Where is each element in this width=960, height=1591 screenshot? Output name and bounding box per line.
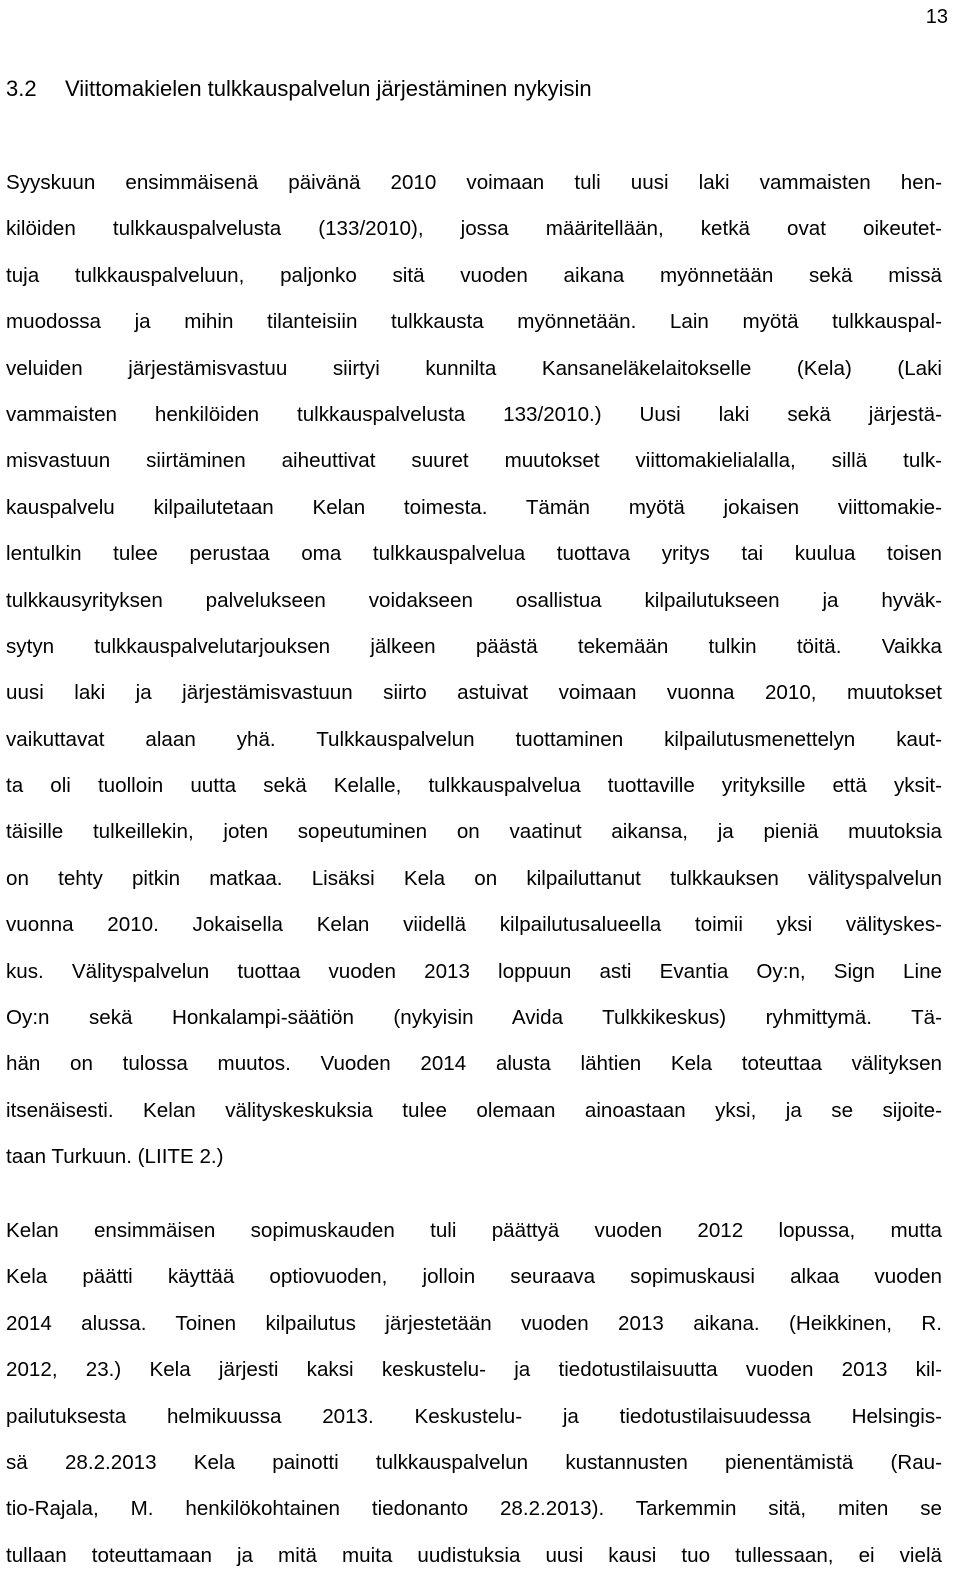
- text-line: Kela päätti käyttää optiovuoden, jolloin seuraava sopimuskausi alkaa vuoden: [6, 1265, 942, 1289]
- text-line: misvastuun siirtäminen aiheuttivat suuret muutokset viittomakielialalla, sillä tulk-: [6, 449, 942, 473]
- text-line: taan Turkuun. (LIITE 2.): [6, 1145, 224, 1169]
- text-line: kus. Välityspalvelun tuottaa vuoden 2013 loppuun asti Evantia Oy:n, Sign Line: [6, 959, 942, 983]
- section-heading: [6, 72, 592, 106]
- text-line: itsenäisesti. Kelan välityskeskuksia tulee olemaan ainoastaan yksi, ja se sijoite-: [6, 1098, 942, 1122]
- section-title: Viittomakielen tulkkauspalvelun järjestäminen nykyisin: [65, 76, 592, 101]
- text-line: sytyn tulkkauspalvelutarjouksen jälkeen päästä tekemään tulkin töitä. Vaikka: [6, 634, 942, 658]
- text-line: tulkkausyrityksen palvelukseen voidakseen osallistua kilpailutukseen ja hyväk-: [6, 588, 942, 612]
- text-line: tuja tulkkauspalveluun, paljonko sitä vuoden aikana myönnetään sekä missä: [6, 263, 942, 287]
- text-line: 2012, 23.) Kela järjesti kaksi keskustelu- ja tiedotustilaisuutta vuoden 2013 kil-: [6, 1358, 942, 1382]
- text-line: sä 28.2.2013 Kela painotti tulkkauspalvelun kustannusten pienentämistä (Rau-: [6, 1450, 942, 1474]
- paragraph-1: [6, 160, 942, 1181]
- section-number: 3.2: [6, 76, 37, 101]
- text-line: tio-Rajala, M. henkilökohtainen tiedonanto 28.2.2013). Tarkemmin sitä, miten se: [6, 1497, 942, 1521]
- text-line: tullaan toteuttamaan ja mitä muita uudistuksia uusi kausi tuo tullessaan, ei vielä: [6, 1543, 942, 1567]
- text-line: lentulkin tulee perustaa oma tulkkauspalvelua tuottava yritys tai kuulua toisen: [6, 542, 942, 566]
- text-line: Syyskuun ensimmäisenä päivänä 2010 voimaan tuli uusi laki vammaisten hen-: [6, 171, 942, 194]
- text-line: uusi laki ja järjestämisvastuun siirto astuivat voimaan vuonna 2010, muutokset: [6, 681, 942, 705]
- text-line: hän on tulossa muutos. Vuoden 2014 alusta lähtien Kela toteuttaa välityksen: [6, 1052, 942, 1076]
- text-line: Kelan ensimmäisen sopimuskauden tuli päättyä vuoden 2012 lopussa, mutta: [6, 1219, 942, 1242]
- text-line: kauspalvelu kilpailutetaan Kelan toimesta. Tämän myötä jokaisen viittomakie-: [6, 495, 942, 519]
- text-line: täisille tulkeillekin, joten sopeutuminen on vaatinut aikansa, ja pieniä muutoksia: [6, 820, 942, 844]
- page-number: 13: [925, 6, 948, 28]
- text-line: ta oli tuolloin uutta sekä Kelalle, tulkkauspalvelua tuottaville yrityksille että yksit-: [6, 774, 942, 798]
- text-line: vammaisten henkilöiden tulkkauspalvelusta 133/2010.) Uusi laki sekä järjestä-: [6, 402, 942, 426]
- text-line: Oy:n sekä Honkalampi-säätiön (nykyisin Avida Tulkkikeskus) ryhmittymä. Tä-: [6, 1006, 942, 1030]
- text-line: muodossa ja mihin tilanteisiin tulkkausta myönnetään. Lain myötä tulkkauspal-: [6, 310, 942, 334]
- text-line: 2014 alussa. Toinen kilpailutus järjestetään vuoden 2013 aikana. (Heikkinen, R.: [6, 1311, 942, 1335]
- text-line: kilöiden tulkkauspalvelusta (133/2010), jossa määritellään, ketkä ovat oikeutet-: [6, 217, 942, 241]
- paragraph-2: [6, 1208, 942, 1579]
- text-line: veluiden järjestämisvastuu siirtyi kunnilta Kansaneläkelaitokselle (Kela) (Laki: [6, 356, 942, 380]
- text-line: on tehty pitkin matkaa. Lisäksi Kela on kilpailuttanut tulkkauksen välityspalvelun: [6, 866, 942, 890]
- text-line: pailutuksesta helmikuussa 2013. Keskustelu- ja tiedotustilaisuudessa Helsingis-: [6, 1404, 942, 1428]
- text-line: vaikuttavat alaan yhä. Tulkkauspalvelun tuottaminen kilpailutusmenettelyn kaut-: [6, 727, 942, 751]
- text-line: vuonna 2010. Jokaisella Kelan viidellä kilpailutusalueella toimii yksi välityskes-: [6, 913, 942, 937]
